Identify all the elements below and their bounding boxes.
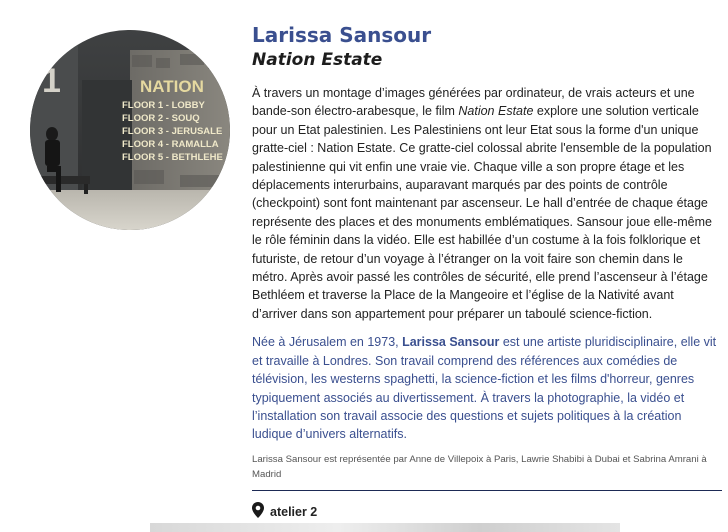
elevator-hall-scene xyxy=(30,30,230,230)
floor-label: FLOOR 2 - SOUQ xyxy=(122,113,200,124)
wall-text-nation: NATION xyxy=(140,77,204,96)
location[interactable] xyxy=(252,502,720,523)
floor-label: FLOOR 3 - JERUSALE xyxy=(122,126,223,137)
description-work-title: Nation Estate xyxy=(458,104,534,119)
bio-text: Née à Jérusalem en 1973, xyxy=(252,335,403,350)
floor-label: FLOOR 5 - BETHLEHE xyxy=(122,152,223,163)
divider xyxy=(252,490,722,491)
bio-artist-name: Larissa Sansour xyxy=(402,335,500,350)
work-title: Nation Estate xyxy=(252,50,383,70)
artwork-image xyxy=(30,30,230,230)
bio-text: est une artiste pluridisciplinaire, elle vit et travaille à Londres. Son travail comprend des références aux comédies de télévision, les westerns spaghetti, la science-fiction et les films d'horreur, genres typiquement associés au divertissement. À travers la photographie, la vidéo et l’installation son travail associe des questions et sujets politiques à la création ludique d’univers alternatifs. xyxy=(252,335,717,442)
location-pin-icon xyxy=(252,502,264,523)
artwork-details xyxy=(252,22,720,523)
location-label[interactable]: atelier 2 xyxy=(270,505,318,520)
artist-name: Larissa Sansour xyxy=(252,23,432,47)
description-text: À travers un montage d’images générées par ordinateur, de vrais acteurs et une bande-son électro-arabesque, le film xyxy=(252,86,695,119)
floor-label: FLOOR 4 - RAMALLA xyxy=(122,139,219,150)
gallery-representation: Larissa Sansour est représentée par Anne de Villepoix à Paris, Lawrie Shabibi à Dubai et Sabrina Amrani à Madrid xyxy=(252,453,707,480)
artist-bio xyxy=(252,333,720,443)
work-description xyxy=(252,84,720,323)
next-item-image-edge xyxy=(150,523,620,532)
wall-number: 1 xyxy=(42,62,61,100)
description-text: explore une solution verticale pour un Etat palestinien. Les Palestiniens ont leur Etat sous la forme d'un unique gratte-ciel : Nation Estate. Ce gratte-ciel colossal abrite l'ensemble de la population palestinienne qui vit enfin une vraie vie. Chaque ville a son propre étage et les déplacements interurbains, auparavant marqués par des points de contrôle (checkpoint) sont font maintenant par ascenseur. Le hall d’entrée de chaque étage représente des places et des monuments emblématiques. Sansour joue elle-même le rôle féminin dans la vidéo. Elle est habillée d’un costume à la fois folklorique et futuriste, de retour d’un voyage à l’étranger on la voit faire son chemin dans le métro. Après avoir passé les contrôles de sécurité, elle prend l’ascenseur à l’étage Bethléem et traverse la Place de la Mangeoire et l’église de la Nativité avant d’arriver dans son appartement pour préparer un taboulé science-fiction. xyxy=(252,104,712,321)
floor-label: FLOOR 1 - LOBBY xyxy=(122,100,205,111)
